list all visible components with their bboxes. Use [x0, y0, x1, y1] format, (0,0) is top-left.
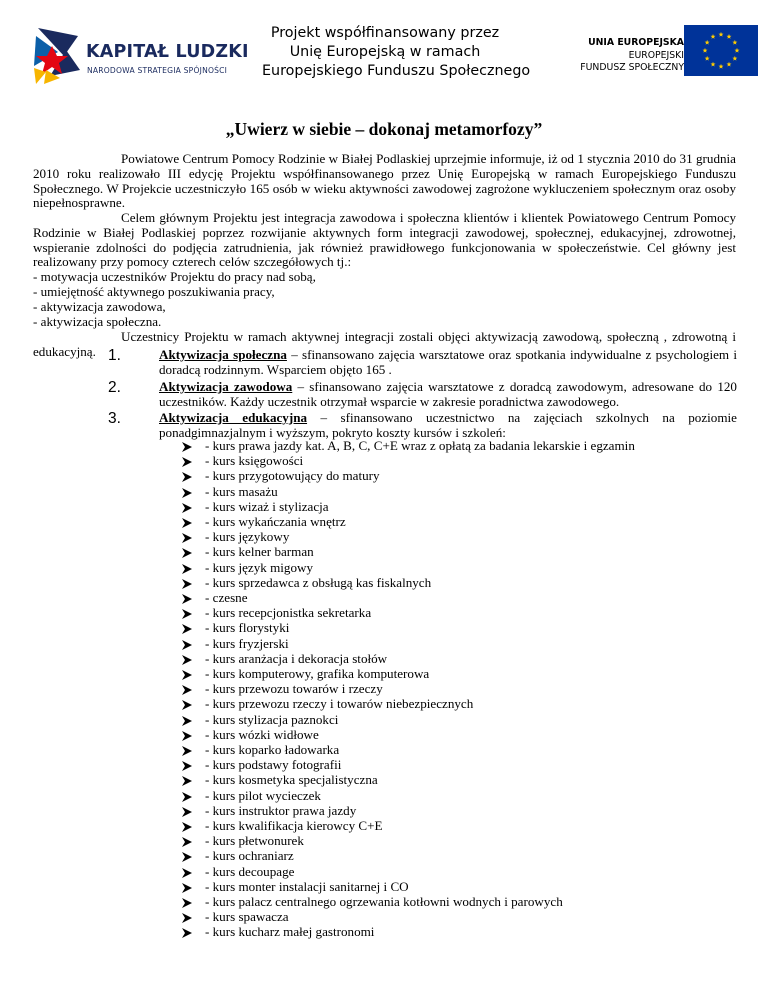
course-text: - kurs decoupage [205, 863, 295, 879]
course-text: - kurs florystyki [205, 620, 290, 636]
course-text: - kurs koparko ładowarka [205, 742, 340, 757]
course-text: - kurs ochraniarz [205, 848, 294, 864]
course-text: - kurs monter instalacji sanitarnej i CO [205, 878, 409, 894]
arrow-bullet-icon [181, 441, 193, 453]
item-number: 2. [108, 379, 121, 396]
item-number: 3. [108, 410, 121, 427]
goal-item: - aktywizacja zawodowa, [33, 299, 166, 314]
item-label: Aktywizacja społeczna [159, 347, 287, 362]
arrow-bullet-icon [181, 593, 193, 605]
logo-subtitle: NARODOWA STRATEGIA SPÓJNOŚCI [87, 66, 228, 75]
arrow-bullet-icon [181, 699, 193, 711]
arrow-bullet-icon [181, 745, 193, 757]
course-text: - kurs przewozu rzeczy i towarów niebezpiecznych [205, 696, 474, 712]
course-text: - kurs księgowości [205, 453, 304, 469]
course-text: - kurs kosmetyka specjalistyczna [205, 772, 378, 788]
course-text: - kurs kelner barman [205, 544, 314, 560]
item-text [159, 380, 737, 410]
course-text: - kurs palacz centralnego ogrzewania kotłowni wodnych i parowych [205, 894, 563, 909]
arrow-bullet-icon [181, 669, 193, 681]
course-text: - kurs aranżacja i dekoracja stołów [205, 650, 388, 666]
course-text: - czesne [205, 590, 248, 605]
item-label: Aktywizacja edukacyjna [159, 410, 308, 425]
kapital-ludzki-emblem-icon [30, 26, 86, 86]
document-title: „Uwierz w siebie – dokonaj metamorfozy” [225, 119, 543, 139]
eu-logo-line: EUROPEJSKI [628, 49, 684, 61]
course-text: - kurs pilot wycieczek [205, 787, 321, 803]
course-text: - kurs język migowy [205, 559, 314, 575]
arrow-bullet-icon [181, 654, 193, 666]
course-text: - kurs przygotowujący do matury [205, 468, 380, 484]
course-text: - kurs wózki widłowe [205, 726, 319, 742]
course-text: - kurs kwalifikacja kierowcy C+E [205, 818, 383, 833]
arrow-bullet-icon [181, 639, 193, 651]
course-text: - kurs prawa jazdy kat. A, B, C, C+E wraz z opłatą za badania lekarskie i egzamin [205, 438, 635, 453]
course-text: - kurs recepcjonistka sekretarka [205, 605, 372, 621]
intro-paragraph [33, 152, 736, 211]
course-text: - kurs przewozu towarów i rzeczy [205, 681, 383, 697]
arrow-bullet-icon [181, 806, 193, 818]
header-line: Projekt współfinansowany przez [270, 25, 500, 41]
course-text: - kurs wykańczania wnętrz [205, 514, 346, 529]
header-cofinancing-text [262, 24, 531, 81]
arrow-bullet-icon [181, 715, 193, 727]
arrow-bullet-icon [181, 487, 193, 499]
course-text: - kurs spawacza [205, 909, 289, 925]
item-description: – sfinansowano uczestnictwo na zajęciach szkolnych na poziomie ponadgimnazjalnym i wyższym, pokryto koszty kursów i szkoleń: [159, 410, 737, 440]
logo-title: KAPITAŁ LUDZKI [86, 42, 249, 62]
header-line: Unię Europejską w ramach [289, 44, 481, 60]
course-text: - kurs instruktor prawa jazdy [205, 802, 357, 818]
arrow-bullet-icon [181, 502, 193, 514]
arrow-bullet-icon [181, 471, 193, 483]
paragraph-text: Uczestnicy Projektu w ramach aktywnej integracji zostali objęci aktywizacją zawodową, społeczną , zdrowotną i edukacyjną. [33, 329, 736, 359]
eu-logo-line: FUNDUSZ SPOŁECZNY [580, 62, 684, 73]
goal-item: - aktywizacja społeczna. [33, 314, 162, 329]
arrow-bullet-icon [181, 775, 193, 787]
item-text [159, 411, 737, 441]
course-text: - kurs podstawy fotografii [205, 757, 342, 773]
arrow-bullet-icon [181, 532, 193, 544]
arrow-bullet-icon [181, 623, 193, 635]
course-text: - kurs masażu [205, 483, 278, 499]
item-description: – sfinansowano zajęcia warsztatowe z doradcą zawodowym, adresowane do 120 uczestników. Każdy uczestnik otrzymał wsparcie w zakresie poradnictwa zawodowego. [159, 379, 737, 409]
course-text: - kurs płetwonurek [205, 833, 304, 849]
arrow-bullet-icon [181, 927, 193, 939]
course-text: - kurs stylizacja paznokci [205, 711, 339, 727]
course-text: - kurs wizaż i stylizacja [205, 498, 329, 514]
eu-logo-line: UNIA EUROPEJSKA [588, 37, 684, 48]
arrow-bullet-icon [181, 897, 193, 909]
arrow-bullet-icon [181, 867, 193, 879]
arrow-bullet-icon [181, 821, 193, 833]
kapital-ludzki-logo [30, 26, 249, 86]
header-line: Europejskiego Funduszu Społecznego [262, 63, 531, 79]
arrow-bullet-icon [181, 684, 193, 696]
goal-item: - motywacja uczestników Projektu do pracy nad sobą, [33, 269, 316, 284]
arrow-bullet-icon [181, 563, 193, 575]
arrow-bullet-icon [181, 730, 193, 742]
arrow-bullet-icon [181, 760, 193, 772]
arrow-bullet-icon [181, 791, 193, 803]
arrow-bullet-icon [181, 882, 193, 894]
item-text [159, 348, 737, 378]
arrow-bullet-icon [181, 456, 193, 468]
eu-flag-icon [684, 25, 758, 76]
eu-logo-text [566, 37, 684, 75]
arrow-bullet-icon [181, 547, 193, 559]
course-text: - kurs fryzjerski [205, 635, 289, 651]
paragraph-text: Celem głównym Projektu jest integracja zawodowa i społeczna klientów i klientek Powiatowego Centrum Pomocy Rodzinie w Białej Podlaskiej poprzez rozwijanie aktywnych form integracji zawodowej, społecznej, edukacyjnej, zdrowotnej, wspieranie zdolności do podjęcia zatrudnienia, jak również prawidłowego funkcjonowania w społeczeństwie. Cel główny jest realizowany przy pomocy czterech celów szczegółowych tj.: [33, 210, 736, 270]
arrow-bullet-icon [181, 608, 193, 620]
course-text: - kurs kucharz małej gastronomi [205, 924, 375, 940]
item-description: – sfinansowano zajęcia warsztatowe oraz spotkania indywidualne z psychologiem i doradcą rodzinnym. Wsparciem objęto 165 . [159, 347, 738, 377]
course-text: - kurs językowy [205, 529, 290, 545]
course-text: - kurs sprzedawca z obsługą kas fiskalnych [205, 574, 432, 590]
arrow-bullet-icon [181, 517, 193, 529]
arrow-bullet-icon [181, 851, 193, 863]
item-label: Aktywizacja zawodowa [159, 379, 293, 394]
arrow-bullet-icon [181, 836, 193, 848]
course-text: - kurs komputerowy, grafika komputerowa [205, 666, 430, 681]
paragraph-text: Powiatowe Centrum Pomocy Rodzinie w Białej Podlaskiej uprzejmie informuje, iż od 1 stycznia 2010 do 31 grudnia 2010 roku realizowało III edycję Projektu współfinansowanego przez Unię Europejską w ramach Europejskiego Funduszu Społecznego. W Projekcie uczestniczyło 165 osób w wieku aktywności zawodowej zagrożone wykluczeniem społecznym oraz osoby niepełnosprawne. [33, 151, 736, 211]
goal-paragraph [33, 211, 736, 270]
item-number: 1. [108, 347, 121, 364]
arrow-bullet-icon [181, 578, 193, 590]
goal-item: - umiejętność aktywnego poszukiwania pracy, [33, 284, 275, 299]
arrow-bullet-icon [181, 912, 193, 924]
